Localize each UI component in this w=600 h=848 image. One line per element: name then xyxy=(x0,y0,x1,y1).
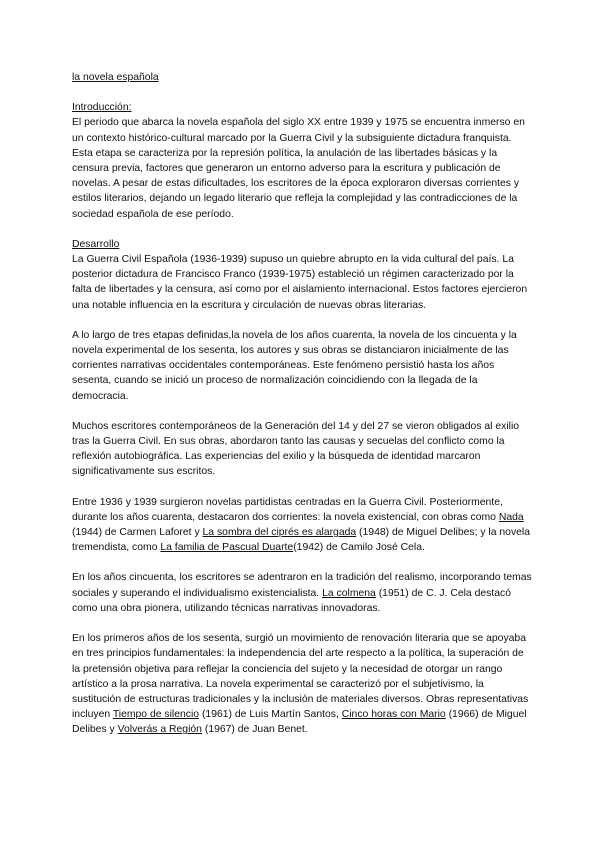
desarrollo-paragraph-5 xyxy=(72,570,532,616)
desarrollo-paragraph-1: La Guerra Civil Española (1936-1939) supuso un quiebre abrupto en la vida cultural del país. La posterior dictadura de Francisco Franco (1939-1975) estableció un régimen caracterizado por la falta de libertades y la censura, así como por el aislamiento internacional. Estos factores ejercieron una notable influencia en la escritura y circulación de nuevas obras literarias. xyxy=(72,254,528,311)
book-title-la-colmena: La colmena xyxy=(322,587,376,599)
desarrollo-paragraph-6 xyxy=(72,631,532,737)
paragraph-text: (1961) de Luis Martín Santos, xyxy=(199,709,342,721)
paragraph-text: (1951) de C. J. Cela destacó como una obra pionera, utilizando técnicas narrativas innovadoras. xyxy=(72,587,511,614)
desarrollo-paragraph-4 xyxy=(72,495,532,556)
paragraph-text: (1942) de Camilo José Cela. xyxy=(293,542,425,554)
book-title-cinco-horas-con-mario: Cinco horas con Mario xyxy=(341,709,446,721)
book-title-la-familia-de-pascual-duarte: La familia de Pascual Duarte xyxy=(160,542,294,554)
paragraph-text: (1967) de Juan Benet. xyxy=(201,724,308,736)
paragraph-text: (1966) de Miguel Delibes y xyxy=(72,709,527,736)
book-title-tiempo-de-silencio: Tiempo de silencio xyxy=(112,709,200,721)
desarrollo-paragraph-2: A lo largo de tres etapas definidas,la novela de los años cuarenta, la novela de los cincuenta y la novela experimental de los sesenta, los autores y sus obras se distanciaron inicialmente de las corrientes narrativas occidentales contemporáneas. Este fenómeno persistió hasta los años sesenta, cuando se inició un proceso de normalización coincidiendo con la llegada de la democracia. xyxy=(72,329,517,402)
desarrollo-paragraph-3: Muchos escritores contemporáneos de la Generación del 14 y del 27 se vieron obligados al exilio tras la Guerra Civil. En sus obras, abordaron tanto las causas y secuelas del conflicto como la reflexión autobiográfica. Las experiencias del exilio y la búsqueda de identidad marcaron significativamente sus escritos. xyxy=(72,420,520,478)
document-page xyxy=(72,70,532,753)
paragraph-text: En los primeros años de los sesenta, surgió un movimiento de renovación literaria que se apoyaba en tres principios fundamentales: la independencia del arte respecto a la política, la superación de la pretensión objetiva para reflejar la conciencia del sujeto y la necesidad de otorgar un rango artístico a la prosa narrativa. La novela experimental se caracterizó por el subjetivismo, la sustitución de estructuras tradicionales y la inclusión de materiales diversos. Obras representativas incluyen xyxy=(72,633,529,721)
paragraph-text: (1948) de Miguel Delibes; y la novela tremendista, como xyxy=(72,527,531,554)
book-title-nada: Nada xyxy=(498,511,524,523)
document-title: la novela española xyxy=(72,72,159,83)
paragraph-text: Entre 1936 y 1939 surgieron novelas partidistas centradas en la Guerra Civil. Posteriormente, durante los años cuarenta, destacaron dos corrientes: la novela existencial, con obras como xyxy=(72,496,503,523)
paragraph-text: (1944) de Carmen Laforet y xyxy=(72,527,203,539)
book-title-la-sombra-del-cipres: La sombra del ciprés es alargada xyxy=(202,527,357,539)
intro-paragraph: El periodo que abarca la novela española del siglo XX entre 1939 y 1975 se encuentra inmerso en un contexto histórico-cultural marcado por la Guerra Civil y la subsiguiente dictadura franquista. Esta etapa se caracteriza por la represión política, la anulación de las libertades básicas y la censura previa, factores que generaron un entorno adverso para la escritura y publicación de novelas. A pesar de estas dificultades, los escritores de la época exploraron diversas corrientes y estilos literarios, dejando un legado literario que refleja la complejidad y las contradicciones de la sociedad española de ese período. xyxy=(72,117,525,220)
intro-heading: Introducción: xyxy=(72,102,132,114)
book-title-volveras-a-region: Volverás a Región xyxy=(117,724,202,736)
paragraph-text: En los años cincuenta, los escritores se adentraron en la tradición del realismo, incorporando temas sociales y superando el individualismo existencialista. xyxy=(72,572,532,599)
desarrollo-heading: Desarrollo xyxy=(72,238,120,250)
